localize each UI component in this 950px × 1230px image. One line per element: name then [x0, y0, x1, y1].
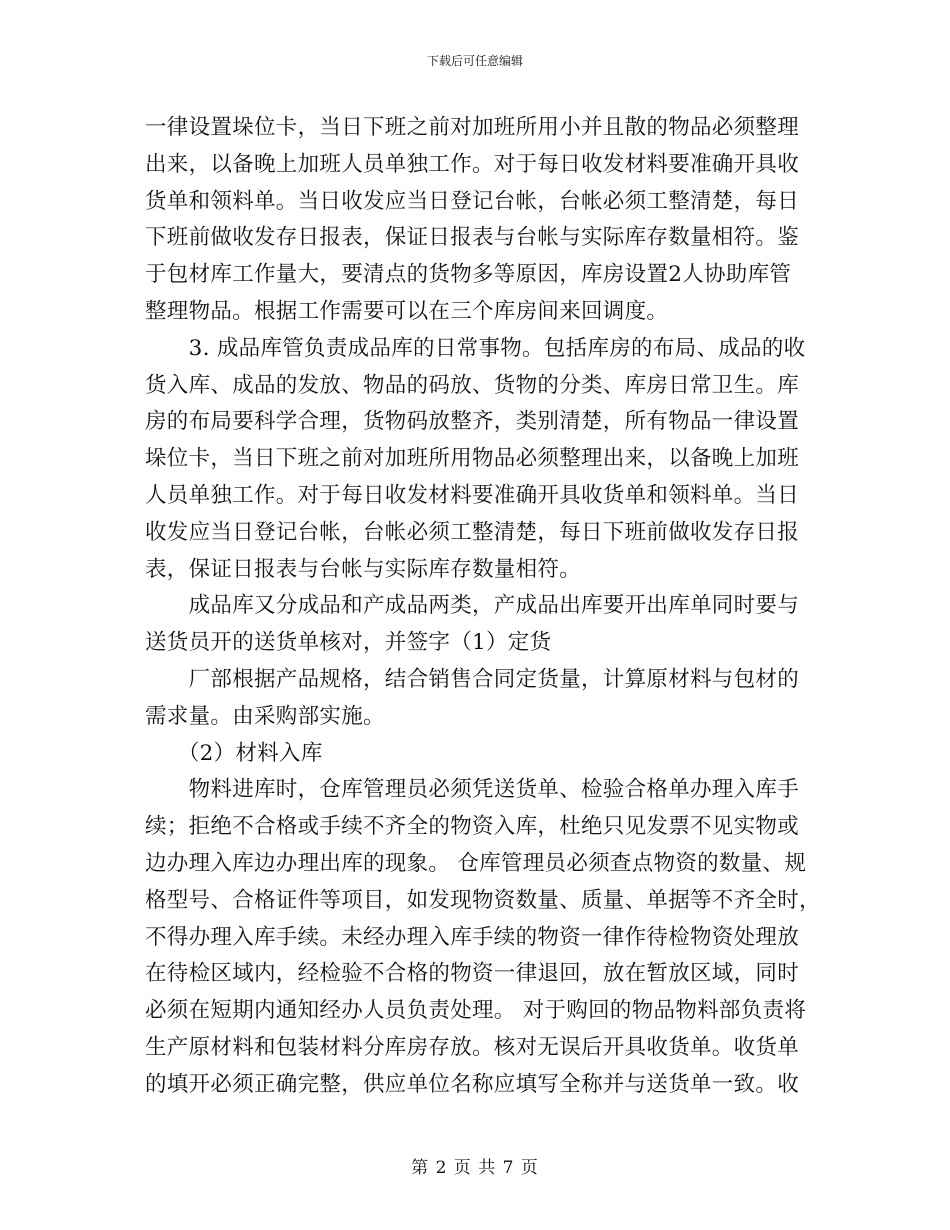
text-line: 边办理入库边办理出库的现象。 仓库管理员必须查点物资的数量、规 — [145, 850, 807, 876]
text-line: 3. 成品库管负责成品库的日常事物。包括库房的布局、成品的收 — [145, 335, 806, 361]
document-body — [145, 110, 821, 1104]
text-line: 不得办理入库手续。未经办理入库手续的物资一律作待检物资处理放 — [145, 924, 800, 950]
text-line: 人员单独工作。对于每日收发材料要准确开具收货单和领料单。当日 — [145, 482, 800, 508]
page-header: 下载后可任意编辑 — [426, 54, 523, 68]
text-line: （2）材料入库 — [145, 740, 323, 766]
text-line: 需求量。由采购部实施。 — [145, 703, 385, 729]
text-line: 在待检区域内，经检验不合格的物资一律退回，放在暂放区域，同时 — [145, 961, 800, 987]
page-number: 第 2 页 共 7 页 — [411, 1158, 539, 1178]
text-line: 格型号、合格证件等项目，如发现物资数量、质量、单据等不齐全时， — [145, 887, 821, 913]
text-line: 续；拒绝不合格或手续不齐全的物资入库，杜绝只见发票不见实物或 — [145, 814, 800, 840]
text-line: 垛位卡，当日下班之前对加班所用物品必须整理出来，以备晚上加班 — [145, 446, 800, 472]
text-line: 收发应当日登记台帐，台帐必须工整清楚，每日下班前做收发存日报 — [145, 519, 800, 545]
text-line: 表，保证日报表与台帐与实际库存数量相符。 — [145, 556, 582, 582]
text-line: 房的布局要科学合理，货物码放整齐，类别清楚，所有物品一律设置 — [145, 409, 800, 435]
text-line: 于包材库工作量大，要清点的货物多等原因，库房设置2人协助库管 — [145, 262, 792, 288]
text-line: 货单和领料单。当日收发应当日登记台帐，台帐必须工整清楚，每日 — [145, 188, 800, 214]
text-line: 一律设置垛位卡，当日下班之前对加班所用小并且散的物品必须整理 — [145, 115, 800, 140]
text-line: 厂部根据产品规格，结合销售合同定货量，计算原材料与包材的 — [145, 666, 800, 692]
text-line: 必须在短期内通知经办人员负责处理。 对于购回的物品物料部负责将 — [145, 998, 807, 1024]
text-line: 生产原材料和包装材料分库房存放。核对无误后开具收货单。收货单 — [145, 1034, 800, 1060]
text-line: 送货员开的送货单核对，并签字（1）定货 — [145, 630, 552, 656]
text-line: 的填开必须正确完整，供应单位名称应填写全称并与送货单一致。收 — [145, 1071, 800, 1097]
text-line: 整理物品。根据工作需要可以在三个库房间来回调度。 — [145, 298, 669, 324]
text-line: 物料进库时，仓库管理员必须凭送货单、检验合格单办理入库手 — [145, 777, 800, 803]
text-line: 货入库、成品的发放、物品的码放、货物的分类、库房日常卫生。库 — [145, 372, 800, 398]
text-line: 出来，以备晚上加班人员单独工作。对于每日收发材料要准确开具收 — [145, 151, 800, 177]
text-line: 下班前做收发存日报表，保证日报表与台帐与实际库存数量相符。鉴 — [145, 225, 800, 251]
text-line: 成品库又分成品和产成品两类，产成品出库要开出库单同时要与 — [145, 593, 800, 619]
